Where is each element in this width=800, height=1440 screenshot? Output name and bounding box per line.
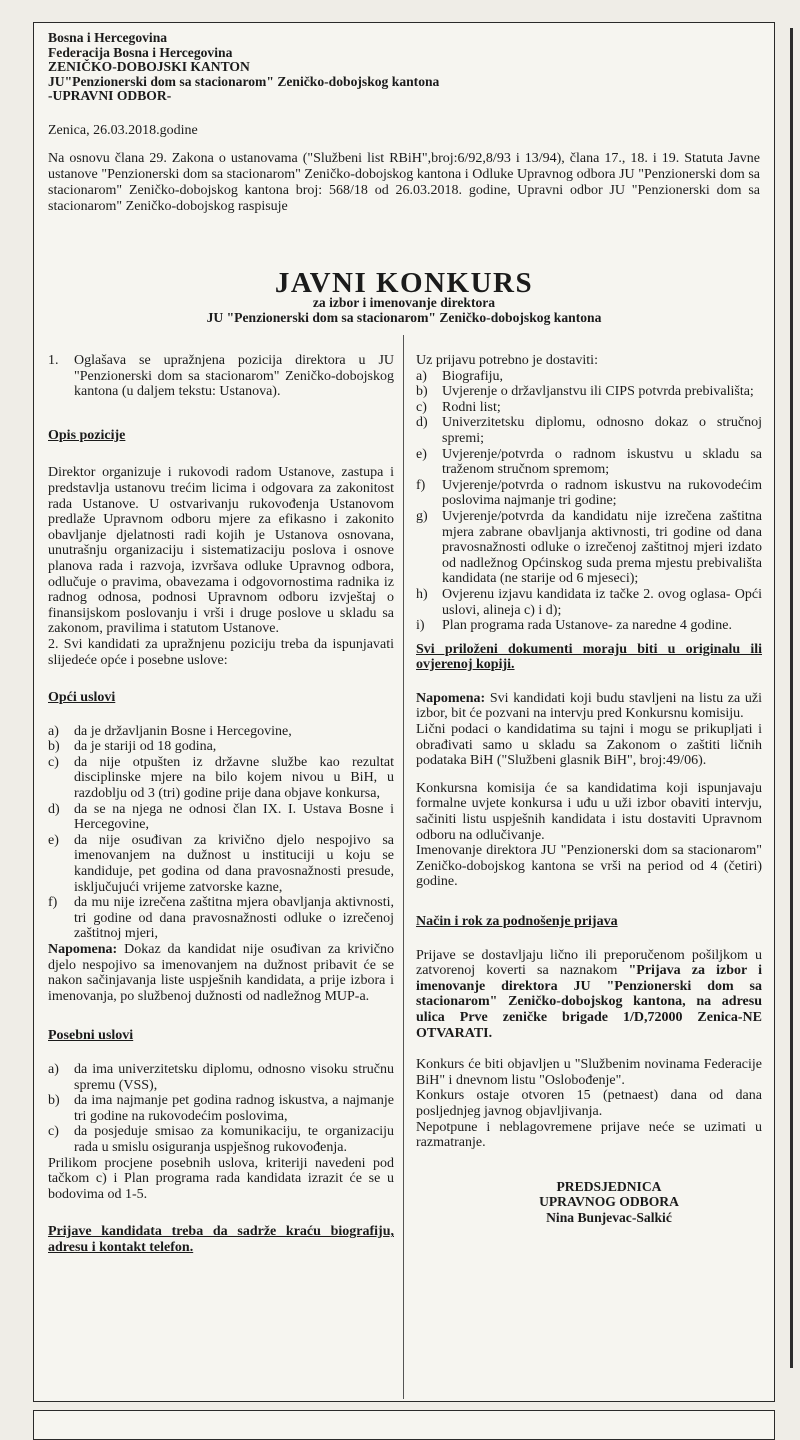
list-item: c) da nije otpušten iz državne službe kao rezultat disciplinske mjere na bilo kojem nivou u BiH, u razdoblju od 3 (tri) godine prije dana objave konkursa, xyxy=(48,754,394,802)
signature-name: Nina Bunjevac-Salkić xyxy=(546,1209,672,1225)
section-heading-nacin: Način i rok za podnošenje prijava xyxy=(416,914,618,929)
notice-date: Zenica, 26.03.2018.godine xyxy=(48,123,198,138)
list-item: b) da je stariji od 18 godina, xyxy=(48,739,217,755)
intro-text: Oglašava se upražnjena pozicija direktora u JU "Penzionerski dom sa stacionarom" Zeničko-dobojskog kantona (u daljem tekstu: Ustanova). xyxy=(74,353,394,400)
intro-number: 1. xyxy=(48,353,59,368)
list-item: f) da mu nije izrečena zaštitna mjera obavljanja aktivnosti, tri godine od dana pravosnažnosti odluke o izrečenoj zaštitnoj mjeri, xyxy=(48,895,394,942)
section-heading-opis: Opis pozicije xyxy=(48,427,126,443)
list-item: a) da ima univerzitetsku diplomu, odnosno visoku stručnu spremu (VSS), xyxy=(48,1061,394,1093)
posebni-list xyxy=(48,1062,394,1156)
page-edge-line xyxy=(790,28,793,1368)
right-column xyxy=(416,335,762,1226)
list-item: h) Ovjerenu izjavu kandidata iz tačke 2. ovog oglasa- Opći uslovi, alineja c) i d); xyxy=(416,586,762,618)
list-item: b) Uvjerenje o državljanstvu ili CIPS potvrda prebivališta; xyxy=(416,384,754,400)
komisija-text: Konkursna komisija će sa kandidatima koji ispunjavaju formalne uvjete konkursa i uđu u uži izbor obaviti intervju, sačiniti listu uspješnih kandidata i istu dostaviti Upravnom odboru na odlučivanje. xyxy=(416,780,762,843)
nacin-text: Prijave se dostavljaju lično ili preporučenom pošiljkom u zatvorenoj koverti sa naznakom "Prijava za izbor i imenovanje direktora JU "Penzionerski dom sa stacionarom" Zeničko-dobojskog kantona, na adresu ulica Prve zeničke brigade 1/D,72000 Zenica-NE OTVARATI. xyxy=(416,947,762,1041)
opci-list xyxy=(48,724,394,942)
objava-text: Konkurs će biti objavljen u "Službenim novinama Federacije BiH" i dnevnom listu "Oslobođenje". xyxy=(416,1057,762,1088)
page-title: JAVNI KONKURS xyxy=(274,267,534,299)
list-item: b) da ima najmanje pet godina radnog iskustva, a najmanje tri godine na rukovodećim poslovima, xyxy=(48,1093,394,1124)
section-heading-posebni: Posebni uslovi xyxy=(48,1028,134,1044)
list-item: g) Uvjerenje/potvrda da kandidatu nije izrečena zaštitna mjera zabrane obavljanja aktivnosti, tri godine od dana pravosnažnosti odluke o izrečenoj zaštitnoj mjeri izdato od nadležnog Općinskog suda prema mjestu prebivališta kandidata (ne starije od 6 mjeseci); xyxy=(416,508,762,587)
signature-title: PREDSJEDNICA xyxy=(556,1178,662,1194)
header-institution: JU"Penzionerski dom sa stacionarom" Zeničko-dobojskog kantona xyxy=(48,73,440,89)
section-heading-opci: Opći uslovi xyxy=(48,690,116,706)
docs-original-note: Svi priloženi dokumenti moraju biti u originalu ili ovjerenoj kopiji. xyxy=(416,641,762,673)
intro-paragraph xyxy=(48,353,394,400)
header-country: Bosna i Hercegovina xyxy=(48,30,168,45)
title-institution: JU "Penzionerski dom sa stacionarom" Zeničko-dobojskog kantona xyxy=(206,310,602,325)
header-board: -UPRAVNI ODBOR- xyxy=(48,88,172,103)
docs-list xyxy=(416,369,762,634)
list-item: c) Rodni list; xyxy=(416,399,501,415)
column-divider xyxy=(403,335,404,1399)
nepotpune-text: Nepotpune i neblagovremene prijave neće se uzimati u razmatranje. xyxy=(416,1119,762,1151)
napomena-right: Napomena: Svi kandidati koji budu stavljeni na listu za uži izbor, bit će pozvani na intervju pred Konkursnu komisiju. xyxy=(416,690,762,722)
title-subtitle: za izbor i imenovanje direktora xyxy=(312,295,496,310)
public-notice xyxy=(33,22,775,1402)
list-item: e) Uvjerenje/potvrda o radnom iskustvu u skladu sa traženom stručnom spremom; xyxy=(416,446,762,478)
licni-podaci-text: Lični podaci o kandidatima su tajni i mogu se prikupljati i obrađivati samo u skladu sa Zakonom o zaštiti ličnih podataka BiH ("Službeni glasnik BiH", broj:49/06). xyxy=(416,722,762,769)
list-item: a) Biografiju, xyxy=(416,368,504,384)
header-federation: Federacija Bosna i Hercegovina xyxy=(48,44,233,60)
left-column xyxy=(48,335,394,1256)
list-item: f) Uvjerenje/potvrda o radnom iskustvu na rukovodećim poslovima najmanje tri godine; xyxy=(416,477,762,509)
signature-body: UPRAVNOG ODBORA xyxy=(539,1194,679,1210)
list-item: a) da je državljanin Bosne i Hercegovine, xyxy=(48,723,292,739)
prijave-note: Prijave kandidata treba da sadrže kraću biografiju, adresu i kontakt telefon. xyxy=(48,1224,394,1255)
napomena-left: Napomena: Dokaz da kandidat nije osuđivan za krivično djelo nespojivo sa imenovanjem na dužnost pribavit će se nakon sačinjavanja liste uspješnih kandidata, a prije izbora i imenovanja, po službenoj dužnosti od nadležnog MUP-a. xyxy=(48,942,394,1004)
list-item: i) Plan programa rada Ustanove- za naredne 4 godine. xyxy=(416,618,732,634)
header-canton: ZENIČKO-DOBOJSKI KANTON xyxy=(48,59,250,74)
list-item: e) da nije osuđivan za krivično djelo nespojivo sa imenovanjem na dužnost u instituciji u koju se kandiduje, pet godina od dana pravosnažnosti presude, isključujući vrijeme zatvorske kazne, xyxy=(48,832,394,895)
next-notice-frame xyxy=(33,1410,775,1440)
opis-text: Direktor organizuje i rukovodi radom Ustanove, zastupa i predstavlja ustanovu trećim licima i odgovara za zakonitost rada Ustanove. U ostvarivanju rukovođenja Ustanovom predlaže Upravnom odboru mjere za efikasno i zakonito obavljanje djelatnosti radi kojih je Ustanova osnovana, unutrašnju organizaciju i sistematizaciju poslova i osnove planova rada i razvoja, izvršava odluke Upravnog odbora, odlučuje o pravima, obavezama i odgovornostima radnika iz radnog odnosa, podnosi Upravnom odboru izvještaj o finansijskom poslovanju i vrši i druge poslove u skladu sa zakonom, pravilima i statutom Ustanove. xyxy=(48,465,394,637)
otvoren-text: Konkurs ostaje otvoren 15 (petnaest) dana od dana posljednjeg javnog objavljivanja. xyxy=(416,1088,762,1119)
issuer-header xyxy=(48,31,758,104)
docs-intro: Uz prijavu potrebno je dostaviti: xyxy=(416,353,598,368)
signature-block xyxy=(416,1179,762,1226)
list-item: d) Univerzitetsku diplomu, odnosno dokaz o stručnoj spremi; xyxy=(416,415,762,446)
uslovi-intro: 2. Svi kandidati za upražnjenu poziciju treba da ispunjavati slijedeće opće i posebne uslove: xyxy=(48,636,394,668)
list-item: c) da posjeduje smisao za komunikaciju, te organizaciju rada u smislu osiguranja uspješnog rukovođenja. xyxy=(48,1124,394,1155)
legal-preamble: Na osnovu člana 29. Zakona o ustanovama ("Službeni list RBiH",broj:6/92,8/93 i 13/94), člana 17., 18. i 19. Statuta Javne ustanove "Penzionerski dom sa stacionarom" Zeničko-dobojskog kantona i Odluke Upravnog odbora JU "Penzionerski dom sa stacionarom" Zeničko-dobojskog kantona broj: 568/18 od 26.03.2018. godine, Upravni odbor JU "Penzionerski dom sa stacionarom" Zeničko-dobojskog raspisuje xyxy=(48,151,760,214)
imenovanje-text: Imenovanje direktora JU "Penzionerski dom sa stacionarom" Zeničko-dobojskog kantona se vrši na period od 4 (četiri) godine. xyxy=(416,843,762,890)
list-item: d) da se na njega ne odnosi član IX. I. Ustava Bosne i Hercegovine, xyxy=(48,801,394,833)
procjena-text: Prilikom procjene posebnih uslova, kriteriji navedeni pod tačkom c) i Plan programa rada kandidata izrazit će se u bodovima od 1-5. xyxy=(48,1155,394,1202)
